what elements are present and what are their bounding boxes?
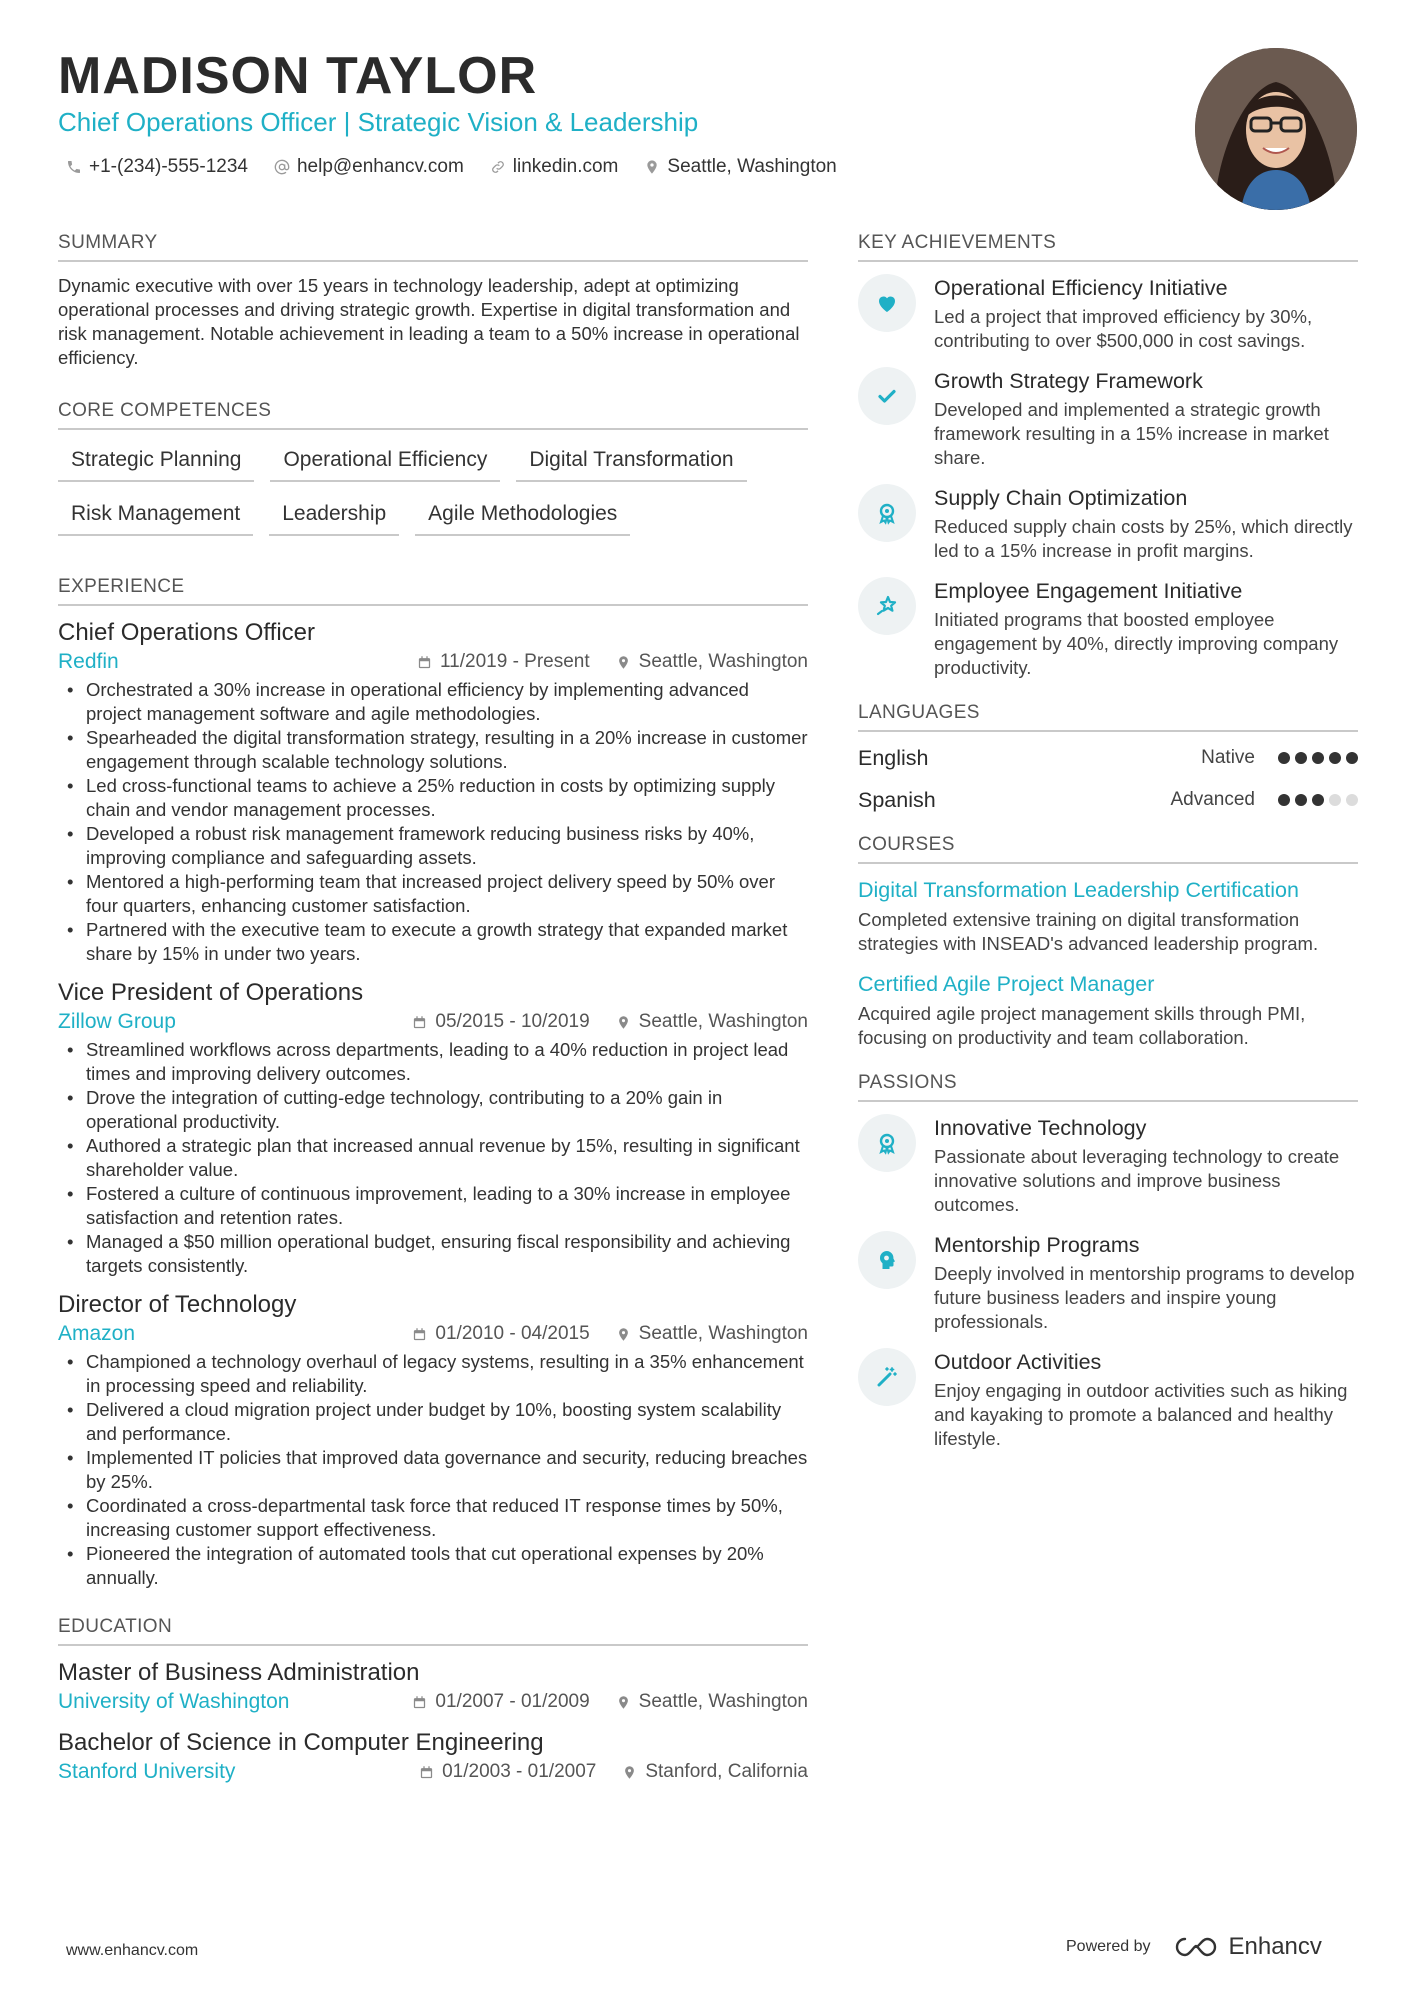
check-badge-icon bbox=[875, 384, 899, 408]
location-text: Stanford, California bbox=[645, 1761, 808, 1782]
competence-tag: Operational Efficiency bbox=[270, 442, 500, 482]
achievement-desc: Initiated programs that boosted employee engagement by 40%, directly improving company productivity. bbox=[934, 609, 1339, 678]
job-title: Vice President of Operations bbox=[58, 979, 364, 1006]
job-meta bbox=[58, 650, 808, 674]
competences-list bbox=[58, 442, 808, 550]
location-pin-icon bbox=[616, 655, 631, 670]
passions-section bbox=[858, 1072, 1358, 1451]
job-title: Chief Operations Officer bbox=[58, 619, 316, 646]
rating-dot-empty bbox=[1329, 794, 1341, 806]
job-title: Director of Technology bbox=[58, 1291, 297, 1318]
course-title: Certified Agile Project Manager bbox=[858, 972, 1155, 996]
competences-section bbox=[58, 400, 808, 550]
degree-title: Bachelor of Science in Computer Engineering bbox=[58, 1729, 544, 1756]
star-hand-icon bbox=[875, 594, 899, 618]
education-location bbox=[616, 1691, 808, 1713]
avatar bbox=[1195, 48, 1357, 210]
achievement-icon-wrap bbox=[858, 274, 916, 332]
courses-heading: COURSES bbox=[858, 834, 1358, 864]
bullet-item: • Championed a technology overhaul of legacy systems, resulting in a 35% enhancement in processing speed and reliability. bbox=[58, 1350, 808, 1398]
rating-dot-filled bbox=[1278, 794, 1290, 806]
language-rating bbox=[1273, 752, 1358, 764]
job-dates bbox=[412, 1323, 589, 1345]
education-meta-right bbox=[393, 1761, 808, 1783]
linkedin-text: linkedin.com bbox=[512, 156, 619, 177]
passion-item bbox=[858, 1348, 1358, 1451]
at-icon bbox=[274, 159, 290, 175]
language-item bbox=[858, 744, 1358, 772]
achievement-title: Operational Efficiency Initiative bbox=[934, 276, 1228, 300]
achievement-item bbox=[858, 367, 1358, 470]
education-entry bbox=[58, 1728, 808, 1784]
contact-row bbox=[66, 156, 863, 178]
course-title: Digital Transformation Leadership Certification bbox=[858, 878, 1299, 902]
achievement-title: Supply Chain Optimization bbox=[934, 486, 1188, 510]
job-meta-right bbox=[386, 1323, 808, 1345]
job-meta-right bbox=[386, 1011, 808, 1033]
link-icon bbox=[490, 159, 506, 175]
summary-text: Dynamic executive with over 15 years in technology leadership, adept at optimizing operational processes and driving strategic growth. Expertise in digital transformation and risk management. Notable achievement in leading a team to a 50% increase in operational efficiency. bbox=[58, 275, 800, 368]
email-text: help@enhancv.com bbox=[296, 156, 464, 177]
achievement-title: Growth Strategy Framework bbox=[934, 369, 1203, 393]
competence-tag: Digital Transformation bbox=[516, 442, 746, 482]
achievement-icon-wrap bbox=[858, 484, 916, 542]
course-item bbox=[858, 970, 1358, 1050]
calendar-icon bbox=[412, 1695, 427, 1710]
bullet-item: • Drove the integration of cutting-edge technology, contributing to a 20% gain in operational productivity. bbox=[58, 1086, 808, 1134]
job-meta bbox=[58, 1322, 808, 1346]
achievements-heading: KEY ACHIEVEMENTS bbox=[858, 232, 1358, 262]
powered-by-text: Powered by bbox=[1066, 1938, 1151, 1955]
phone-icon bbox=[66, 159, 82, 175]
footer-website[interactable]: www.enhancv.com bbox=[66, 1942, 199, 1959]
job-dates bbox=[417, 651, 590, 673]
achievement-item bbox=[858, 577, 1358, 680]
competence-tag: Strategic Planning bbox=[58, 442, 254, 482]
language-level: Native bbox=[1201, 747, 1255, 768]
footer-branding bbox=[1066, 1933, 1322, 1961]
job-location bbox=[616, 1323, 808, 1345]
achievement-icon-wrap bbox=[858, 577, 916, 635]
company-name: Zillow Group bbox=[58, 1010, 176, 1033]
job-bullets bbox=[58, 1350, 808, 1590]
brand-logo[interactable] bbox=[1173, 1933, 1322, 1961]
language-level: Advanced bbox=[1170, 789, 1255, 810]
bullet-item: • Developed a robust risk management framework reducing business risks by 40%, improving compliance and safeguarding assets. bbox=[58, 822, 808, 870]
calendar-icon bbox=[417, 655, 432, 670]
location-text: Seattle, Washington bbox=[638, 1691, 808, 1712]
experience-entry bbox=[58, 978, 808, 1278]
job-meta-right bbox=[391, 651, 808, 673]
dates-text: 01/2007 - 01/2009 bbox=[435, 1691, 590, 1712]
location-text: Seattle, Washington bbox=[667, 156, 837, 177]
job-location bbox=[616, 1011, 808, 1033]
school-name: Stanford University bbox=[58, 1760, 236, 1783]
passion-item bbox=[858, 1231, 1358, 1334]
courses-section bbox=[858, 834, 1358, 1050]
location-pin-icon bbox=[644, 159, 660, 175]
contact-linkedin[interactable] bbox=[490, 156, 619, 178]
location-text: Seattle, Washington bbox=[638, 651, 808, 672]
education-meta bbox=[58, 1760, 808, 1784]
education-location bbox=[622, 1761, 808, 1783]
achievement-desc: Developed and implemented a strategic growth framework resulting in a 15% increase in market share. bbox=[934, 399, 1329, 468]
course-desc: Completed extensive training on digital transformation strategies with INSEAD's advanced leadership program. bbox=[858, 909, 1319, 954]
left-column bbox=[58, 232, 808, 1798]
award-icon bbox=[875, 501, 899, 525]
education-entry bbox=[58, 1658, 808, 1714]
passion-desc: Deeply involved in mentorship programs to develop future business leaders and inspire young professionals. bbox=[934, 1263, 1355, 1332]
competence-tag: Leadership bbox=[269, 496, 399, 536]
rating-dot-filled bbox=[1312, 794, 1324, 806]
languages-section bbox=[858, 702, 1358, 814]
experience-section bbox=[58, 576, 808, 1590]
achievement-title: Employee Engagement Initiative bbox=[934, 579, 1243, 603]
passion-icon-wrap bbox=[858, 1114, 916, 1172]
bullet-item: • Streamlined workflows across departments, leading to a 40% reduction in project lead times and improving delivery outcomes. bbox=[58, 1038, 808, 1086]
heart-icon bbox=[875, 291, 899, 315]
bullet-item: • Pioneered the integration of automated tools that cut operational expenses by 20% annually. bbox=[58, 1542, 808, 1590]
dates-text: 11/2019 - Present bbox=[440, 651, 590, 672]
phone-text: +1-(234)-555-1234 bbox=[89, 156, 248, 177]
calendar-icon bbox=[412, 1015, 427, 1030]
passion-icon-wrap bbox=[858, 1231, 916, 1289]
rating-dot-empty bbox=[1346, 794, 1358, 806]
competences-heading: CORE COMPETENCES bbox=[58, 400, 808, 430]
experience-entry bbox=[58, 1290, 808, 1590]
rating-dot-filled bbox=[1312, 752, 1324, 764]
passions-heading: PASSIONS bbox=[858, 1072, 1358, 1102]
passion-body bbox=[934, 1114, 1358, 1217]
enhancv-logo-icon bbox=[1173, 1934, 1219, 1960]
languages-heading: LANGUAGES bbox=[858, 702, 1358, 732]
job-location bbox=[616, 651, 808, 673]
degree-title: Master of Business Administration bbox=[58, 1659, 420, 1686]
passion-icon-wrap bbox=[858, 1348, 916, 1406]
rating-dot-filled bbox=[1295, 794, 1307, 806]
location-text: Seattle, Washington bbox=[638, 1011, 808, 1032]
achievement-item bbox=[858, 274, 1358, 353]
school-name: University of Washington bbox=[58, 1690, 290, 1713]
language-rating bbox=[1273, 794, 1358, 806]
achievement-icon-wrap bbox=[858, 367, 916, 425]
location-pin-icon bbox=[616, 1327, 631, 1342]
language-name: English bbox=[858, 745, 929, 770]
experience-entry bbox=[58, 618, 808, 966]
calendar-icon bbox=[412, 1327, 427, 1342]
bullet-item: • Partnered with the executive team to execute a growth strategy that expanded market share by 15% in under two years. bbox=[58, 918, 808, 966]
passion-title: Innovative Technology bbox=[934, 1116, 1147, 1140]
passion-item bbox=[858, 1114, 1358, 1217]
passion-desc: Passionate about leveraging technology to create innovative solutions and improve business outcomes. bbox=[934, 1146, 1340, 1215]
education-meta bbox=[58, 1690, 808, 1714]
summary-heading: SUMMARY bbox=[58, 232, 808, 262]
passion-title: Outdoor Activities bbox=[934, 1350, 1102, 1374]
rating-dot-filled bbox=[1329, 752, 1341, 764]
language-level-wrap bbox=[1170, 789, 1358, 811]
competence-tag: Agile Methodologies bbox=[415, 496, 630, 536]
bullet-item: • Mentored a high-performing team that increased project delivery speed by 50% over four quarters, enhancing customer satisfaction. bbox=[58, 870, 808, 918]
dates-text: 01/2003 - 01/2007 bbox=[442, 1761, 597, 1782]
job-meta bbox=[58, 1010, 808, 1034]
bullet-item: • Coordinated a cross-departmental task force that reduced IT response times by 50%, increasing customer support effectiveness. bbox=[58, 1494, 808, 1542]
calendar-icon bbox=[419, 1765, 434, 1780]
bullet-item: • Implemented IT policies that improved data governance and security, reducing breaches by 25%. bbox=[58, 1446, 808, 1494]
rating-dot-filled bbox=[1295, 752, 1307, 764]
competence-tag: Risk Management bbox=[58, 496, 253, 536]
head-icon bbox=[875, 1248, 899, 1272]
achievement-desc: Led a project that improved efficiency by 30%, contributing to over $500,000 in cost savings. bbox=[934, 306, 1313, 351]
location-pin-icon bbox=[616, 1695, 631, 1710]
passion-title: Mentorship Programs bbox=[934, 1233, 1140, 1257]
experience-heading: EXPERIENCE bbox=[58, 576, 808, 606]
wand-icon bbox=[875, 1365, 899, 1389]
achievement-body bbox=[934, 367, 1358, 470]
bullet-item: • Fostered a culture of continuous improvement, leading to a 30% increase in employee satisfaction and retention rates. bbox=[58, 1182, 808, 1230]
education-heading: EDUCATION bbox=[58, 1616, 808, 1646]
profile-photo-icon bbox=[1195, 48, 1357, 210]
job-bullets bbox=[58, 678, 808, 966]
job-dates bbox=[412, 1011, 589, 1033]
language-item bbox=[858, 786, 1358, 814]
achievement-body bbox=[934, 484, 1358, 563]
rating-dot-filled bbox=[1346, 752, 1358, 764]
education-dates bbox=[412, 1691, 589, 1713]
contact-phone bbox=[66, 156, 248, 178]
location-pin-icon bbox=[616, 1015, 631, 1030]
passion-desc: Enjoy engaging in outdoor activities such as hiking and kayaking to promote a balanced and healthy lifestyle. bbox=[934, 1380, 1348, 1449]
candidate-title: Chief Operations Officer | Strategic Vision & Leadership bbox=[58, 107, 699, 137]
language-name: Spanish bbox=[858, 787, 936, 812]
brand-name: Enhancv bbox=[1228, 1933, 1322, 1960]
bullet-item: • Led cross-functional teams to achieve a 25% reduction in costs by optimizing supply chain and vendor management processes. bbox=[58, 774, 808, 822]
course-item bbox=[858, 876, 1358, 956]
bullet-item: • Authored a strategic plan that increased annual revenue by 15%, resulting in significant shareholder value. bbox=[58, 1134, 808, 1182]
passion-body bbox=[934, 1348, 1358, 1451]
company-name: Redfin bbox=[58, 650, 119, 673]
education-dates bbox=[419, 1761, 596, 1783]
bullet-item: • Orchestrated a 30% increase in operational efficiency by implementing advanced project management software and agile methodologies. bbox=[58, 678, 808, 726]
achievement-body bbox=[934, 577, 1358, 680]
bullet-item: • Spearheaded the digital transformation strategy, resulting in a 20% increase in customer engagement through scalable technology solutions. bbox=[58, 726, 808, 774]
contact-location bbox=[644, 156, 836, 178]
dates-text: 05/2015 - 10/2019 bbox=[435, 1011, 590, 1032]
achievement-item bbox=[858, 484, 1358, 563]
language-level-wrap bbox=[1201, 747, 1358, 769]
bullet-item: • Delivered a cloud migration project under budget by 10%, boosting system scalability and performance. bbox=[58, 1398, 808, 1446]
right-column bbox=[858, 232, 1358, 1465]
location-text: Seattle, Washington bbox=[638, 1323, 808, 1344]
course-desc: Acquired agile project management skills through PMI, focusing on productivity and team collaboration. bbox=[858, 1003, 1306, 1048]
bullet-item: • Managed a $50 million operational budget, ensuring fiscal responsibility and achieving targets consistently. bbox=[58, 1230, 808, 1278]
candidate-name: MADISON TAYLOR bbox=[58, 47, 538, 105]
education-meta-right bbox=[386, 1691, 808, 1713]
location-pin-icon bbox=[622, 1765, 637, 1780]
achievement-body bbox=[934, 274, 1358, 353]
education-section bbox=[58, 1616, 808, 1784]
company-name: Amazon bbox=[58, 1322, 136, 1345]
dates-text: 01/2010 - 04/2015 bbox=[435, 1323, 590, 1344]
contact-email[interactable] bbox=[274, 156, 464, 178]
achievements-section bbox=[858, 232, 1358, 680]
award-icon bbox=[875, 1131, 899, 1155]
rating-dot-filled bbox=[1278, 752, 1290, 764]
achievement-desc: Reduced supply chain costs by 25%, which directly led to a 15% increase in profit margins. bbox=[934, 516, 1353, 561]
passion-body bbox=[934, 1231, 1358, 1334]
job-bullets bbox=[58, 1038, 808, 1278]
summary-section bbox=[58, 232, 808, 370]
